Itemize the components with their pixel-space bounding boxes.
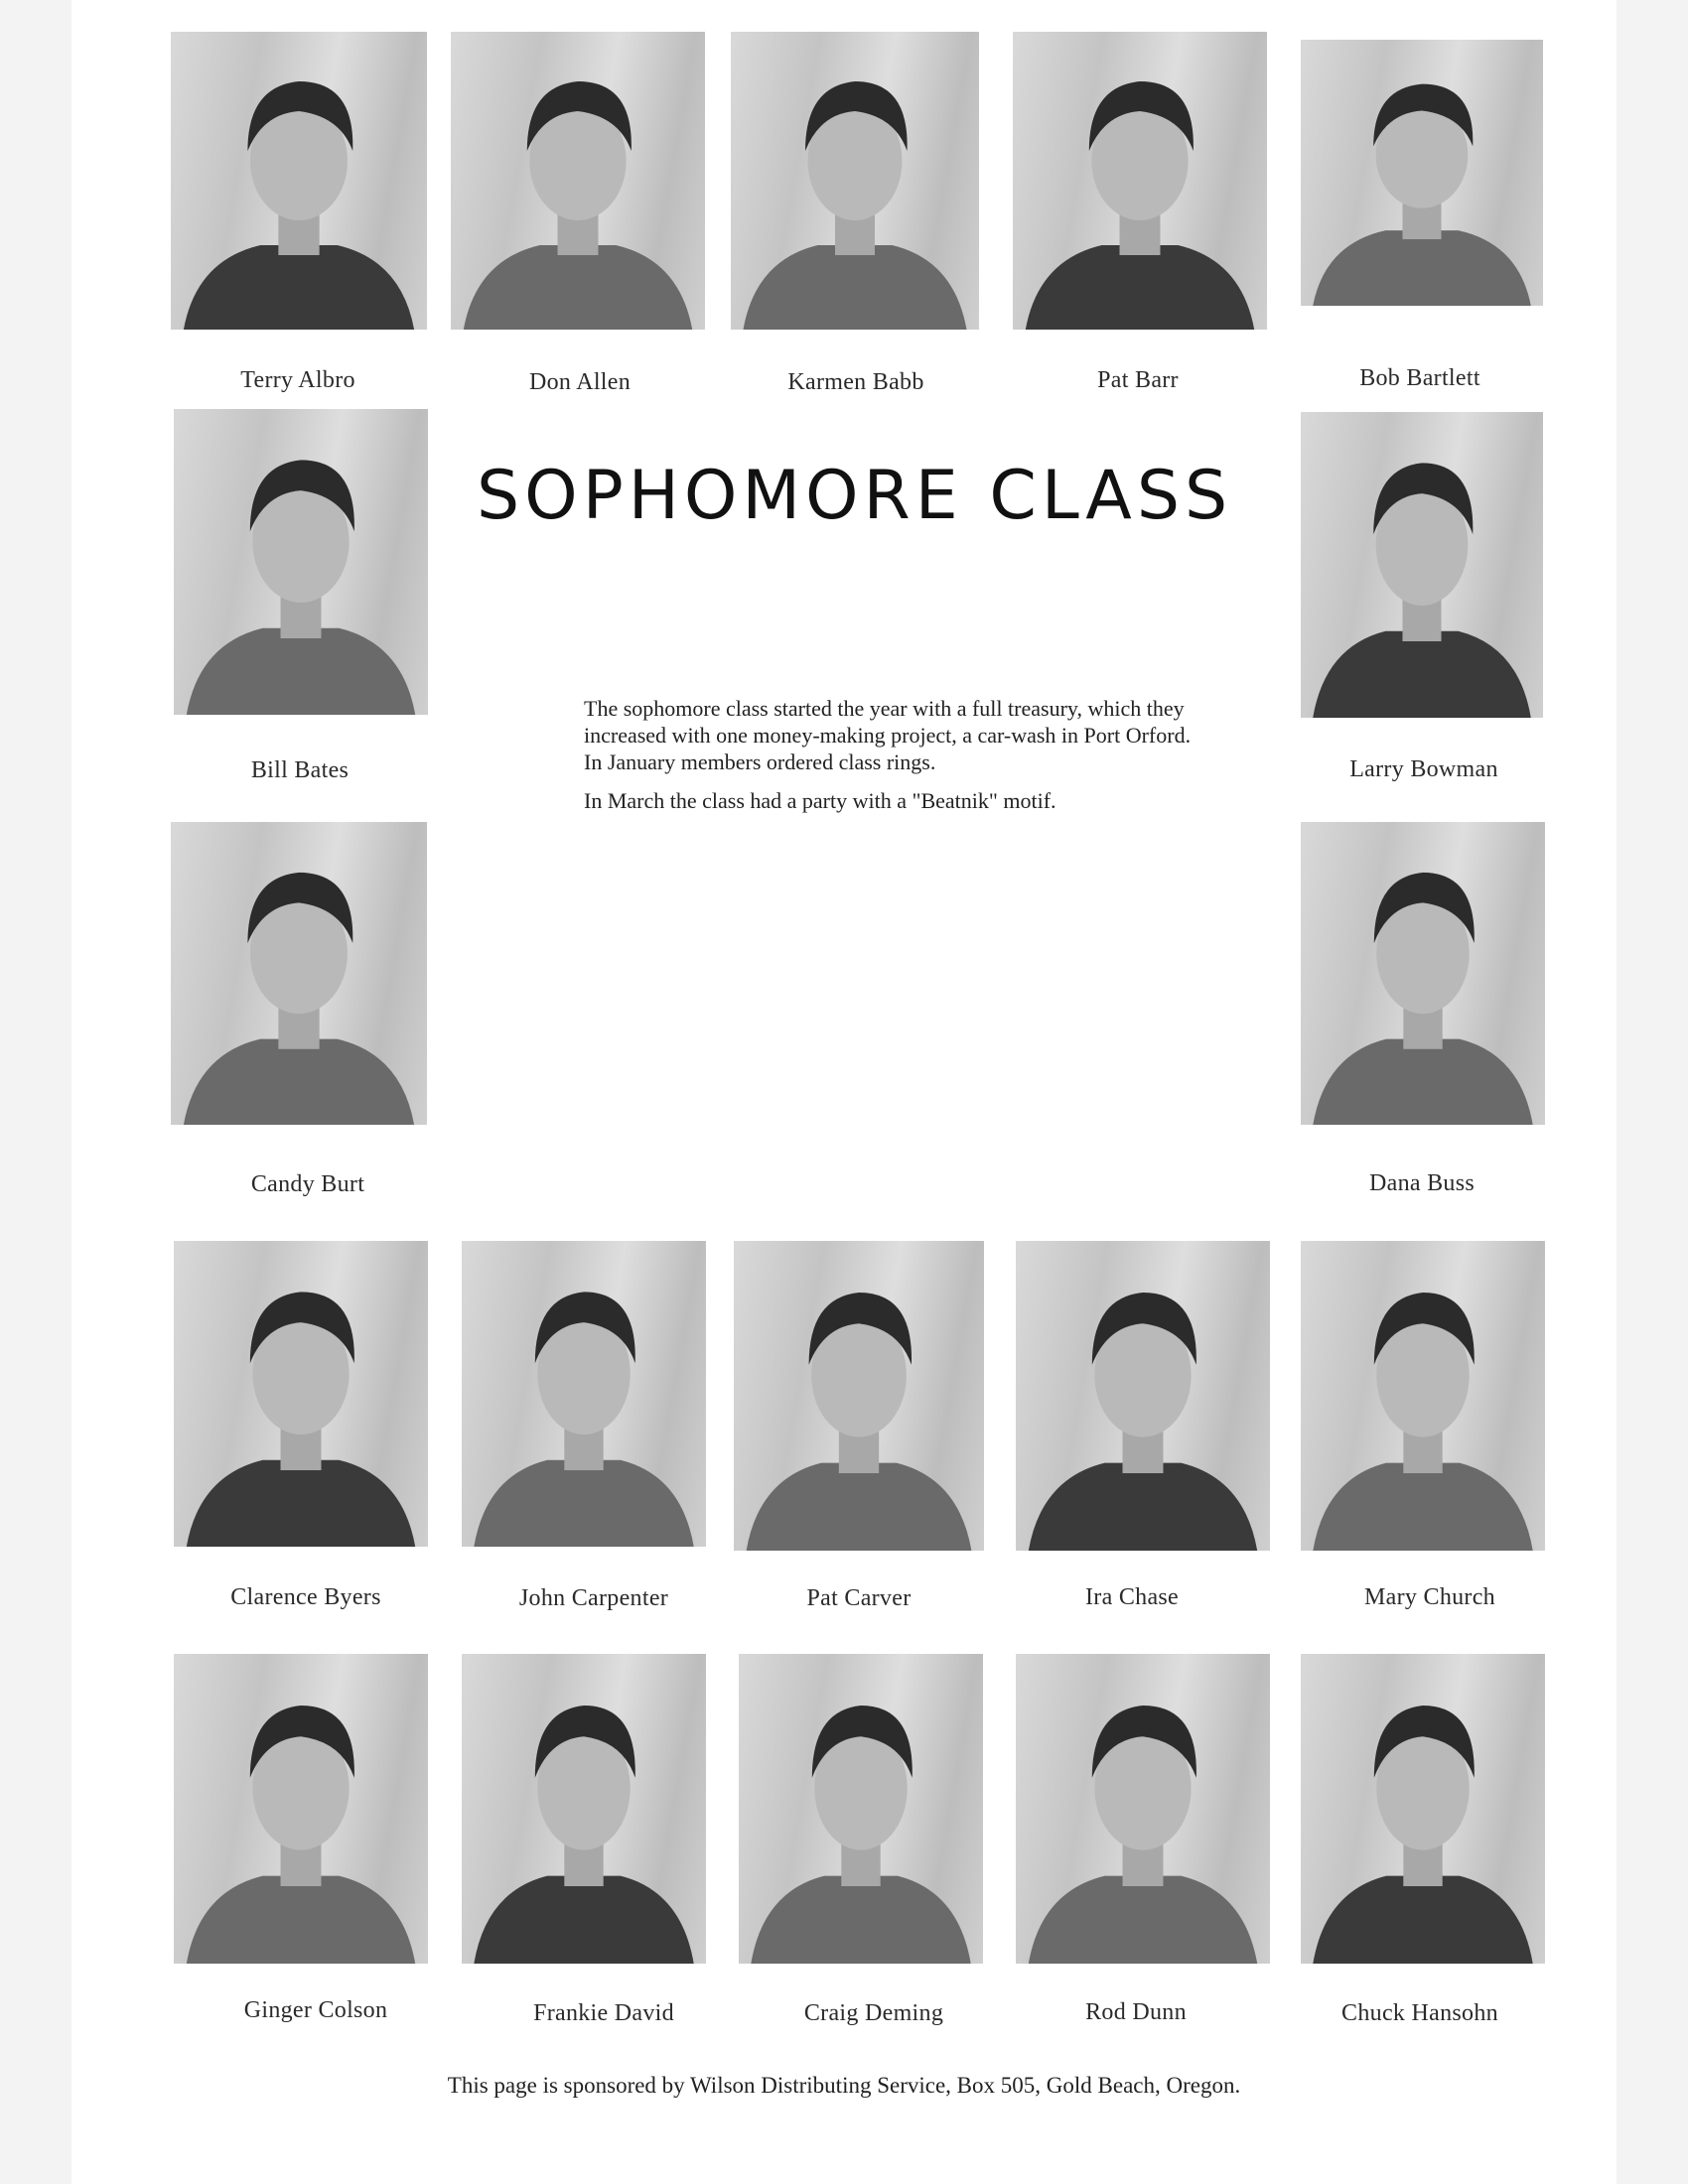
student-name: Ginger Colson	[243, 1997, 388, 2023]
portrait-silhouette	[171, 822, 427, 1125]
portrait-silhouette	[1301, 412, 1543, 718]
student-name: Rod Dunn	[1085, 1999, 1187, 2025]
student-photo	[174, 1654, 428, 1964]
student-photo	[1016, 1241, 1270, 1551]
student-name: Candy Burt	[250, 1171, 365, 1197]
portrait-silhouette	[462, 1654, 706, 1964]
portrait-silhouette	[462, 1241, 706, 1547]
student-name: Chuck Hansohn	[1341, 2000, 1498, 2026]
portrait-silhouette	[174, 1654, 428, 1964]
student-photo	[1013, 32, 1267, 330]
student-name: Terry Albro	[240, 367, 355, 393]
student-photo	[171, 822, 427, 1125]
student-name: Bob Bartlett	[1359, 365, 1480, 391]
student-photo	[731, 32, 979, 330]
student-photo	[739, 1654, 983, 1964]
student-name: Mary Church	[1364, 1584, 1495, 1610]
student-photo	[1301, 412, 1543, 718]
student-photo	[1301, 1654, 1545, 1964]
student-photo	[174, 409, 428, 715]
portrait-silhouette	[1301, 822, 1545, 1125]
student-photo	[462, 1241, 706, 1547]
student-photo	[1301, 822, 1545, 1125]
student-name: Pat Carver	[806, 1585, 912, 1611]
student-photo	[451, 32, 705, 330]
portrait-silhouette	[734, 1241, 984, 1551]
portrait-silhouette	[1016, 1241, 1270, 1551]
student-photo	[1301, 40, 1543, 306]
sponsor-footer: This page is sponsored by Wilson Distributing Service, Box 505, Gold Beach, Oregon.	[447, 2073, 1241, 2098]
portrait-silhouette	[1013, 32, 1267, 330]
student-name: Don Allen	[528, 369, 632, 395]
student-photo	[171, 32, 427, 330]
portrait-silhouette	[1301, 1241, 1545, 1551]
portrait-silhouette	[174, 1241, 428, 1547]
student-name: Ira Chase	[1085, 1584, 1179, 1610]
student-name: Pat Barr	[1097, 367, 1179, 393]
description-paragraph: The sophomore class started the year with a full treasury, which they increased with one money-making project, a car-wash in Port Orford. In January members ordered class rings.	[584, 696, 1192, 774]
student-name: Bill Bates	[250, 757, 350, 783]
student-name: Craig Deming	[803, 2000, 944, 2026]
portrait-silhouette	[1301, 1654, 1545, 1964]
portrait-silhouette	[174, 409, 428, 715]
page-title: SOPHOMORE CLASS	[477, 457, 1233, 535]
student-photo	[1016, 1654, 1270, 1964]
portrait-silhouette	[451, 32, 705, 330]
portrait-silhouette	[1016, 1654, 1270, 1964]
student-name: Dana Buss	[1368, 1170, 1476, 1196]
student-name: Frankie David	[533, 2000, 674, 2026]
student-name: Karmen Babb	[787, 369, 924, 395]
student-photo	[1301, 1241, 1545, 1551]
portrait-silhouette	[739, 1654, 983, 1964]
student-name: John Carpenter	[518, 1585, 669, 1611]
student-photo	[174, 1241, 428, 1547]
portrait-silhouette	[731, 32, 979, 330]
student-name: Larry Bowman	[1349, 756, 1498, 782]
description-paragraph: In March the class had a party with a "Beatnik" motif.	[584, 788, 1056, 813]
student-photo	[734, 1241, 984, 1551]
student-name: Clarence Byers	[230, 1584, 381, 1610]
portrait-silhouette	[1301, 40, 1543, 306]
yearbook-page	[71, 0, 1617, 2184]
student-photo	[462, 1654, 706, 1964]
class-description	[584, 695, 1199, 826]
portrait-silhouette	[171, 32, 427, 330]
